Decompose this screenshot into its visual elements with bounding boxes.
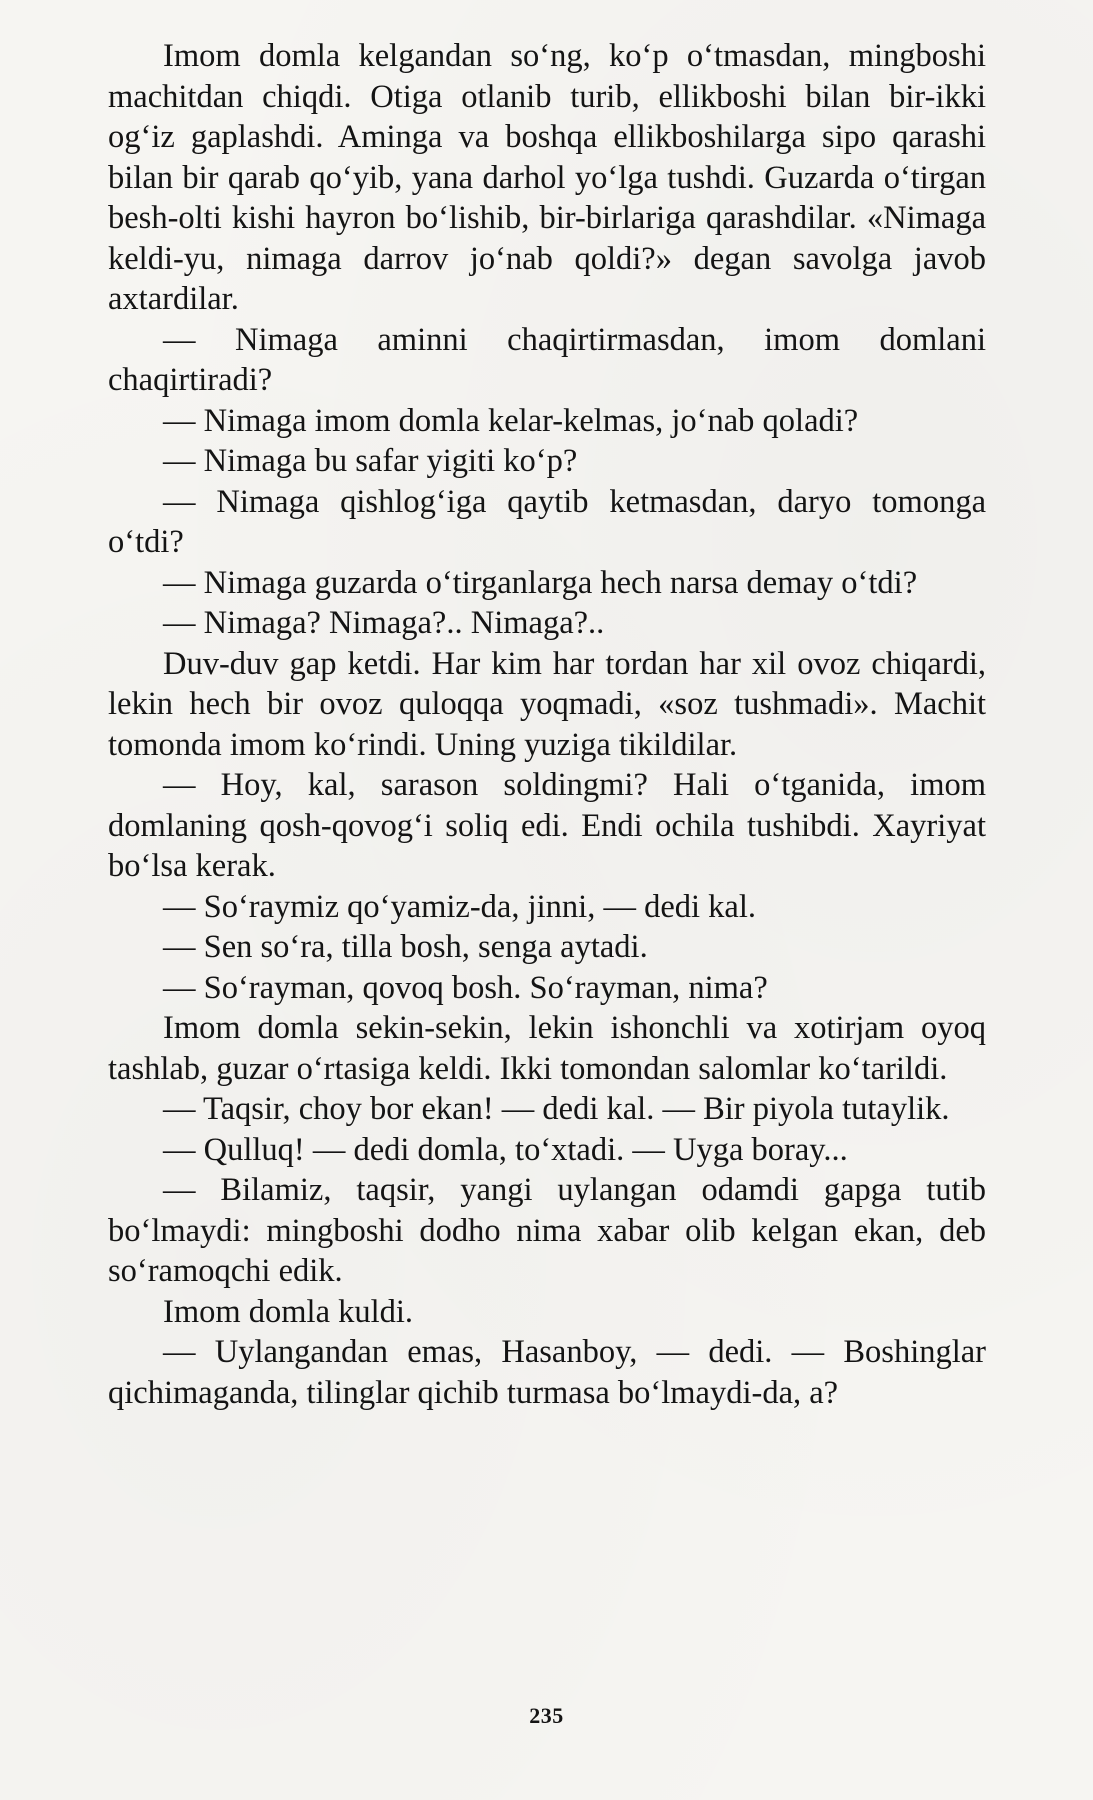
paragraph: — Nimaga bu safar yigiti ko‘p? [163,443,578,479]
page-text [108,36,986,1413]
paragraph: — Nimaga qishlog‘iga qaytib ketmasdan, daryo tomonga o‘tdi? [108,483,986,560]
paragraph: — Nimaga aminni chaqirtirmasdan, imom domlani chaqirtiradi? [108,321,986,398]
paragraph: — So‘rayman, qovoq bosh. So‘rayman, nima? [163,969,768,1006]
paragraph: — Taqsir, choy bor ekan! — dedi kal. — Bir piyola tutaylik. [163,1091,950,1127]
paragraph: Duv-duv gap ketdi. Har kim har tordan har xil ovoz chiqardi, lekin hech bir ovoz quloqqa yoqmadi, «soz tushmadi». Machit tomonda imom ko‘rindi. Uning yuziga tikildilar. [108,645,986,763]
paragraph: Imom domla sekin-sekin, lekin ishonchli va xotirjam oyoq tashlab, guzar o‘rtasiga keldi. Ikki tomondan salomlar ko‘tarildi. [108,1010,986,1087]
paragraph: — Nimaga guzarda o‘tirganlarga hech narsa demay o‘tdi? [163,564,918,601]
paragraph: — Bilamiz, taqsir, yangi uylangan odamdi gapga tutib bo‘lmaydi: mingboshi dodho nima xabar olib kelgan ekan, deb so‘ramoqchi edik. [108,1172,986,1289]
paragraph: — Qulluq! — dedi domla, to‘xtadi. — Uyga boray... [163,1131,848,1168]
paragraph: — Hoy, kal, sarason soldingmi? Hali o‘tganida, imom domlaning qosh-qovog‘i soliq edi. Endi ochila tushibdi. Xayriyat bo‘lsa kerak. [108,767,986,884]
page-number: 235 [529,1703,564,1728]
paragraph: Imom domla kuldi. [163,1293,414,1330]
paragraph: — Uylangandan emas, Hasanboy, — dedi. — Boshinglar qichimaganda, tilinglar qichib turmasa bo‘lmaydi-da, a? [108,1334,986,1411]
paragraph: Imom domla kelgandan so‘ng, ko‘p o‘tmasdan, mingboshi machitdan chiqdi. Otiga otlanib turib, ellikboshi bilan bir-ikki og‘iz gaplashdi. Aminga va boshqa ellikboshilarga sipo qarashi bilan bir qarab qo‘yib, yana darhol yo‘lga tushdi. Guzarda o‘tirgan besh-olti kishi hayron bo‘lishib, bir-birlariga qarashdilar. «Nimaga keldi-yu, nimaga darrov jo‘nab qoldi?» degan savolga javob axtardilar. [108,38,986,317]
paragraph: — Sen so‘ra, tilla bosh, senga aytadi. [163,929,648,965]
paragraph: — Nimaga imom domla kelar-kelmas, jo‘nab qoladi? [163,402,859,439]
paragraph: — So‘raymiz qo‘yamiz-da, jinni, — dedi kal. [163,888,756,925]
paragraph: — Nimaga? Nimaga?.. Nimaga?.. [163,605,605,641]
